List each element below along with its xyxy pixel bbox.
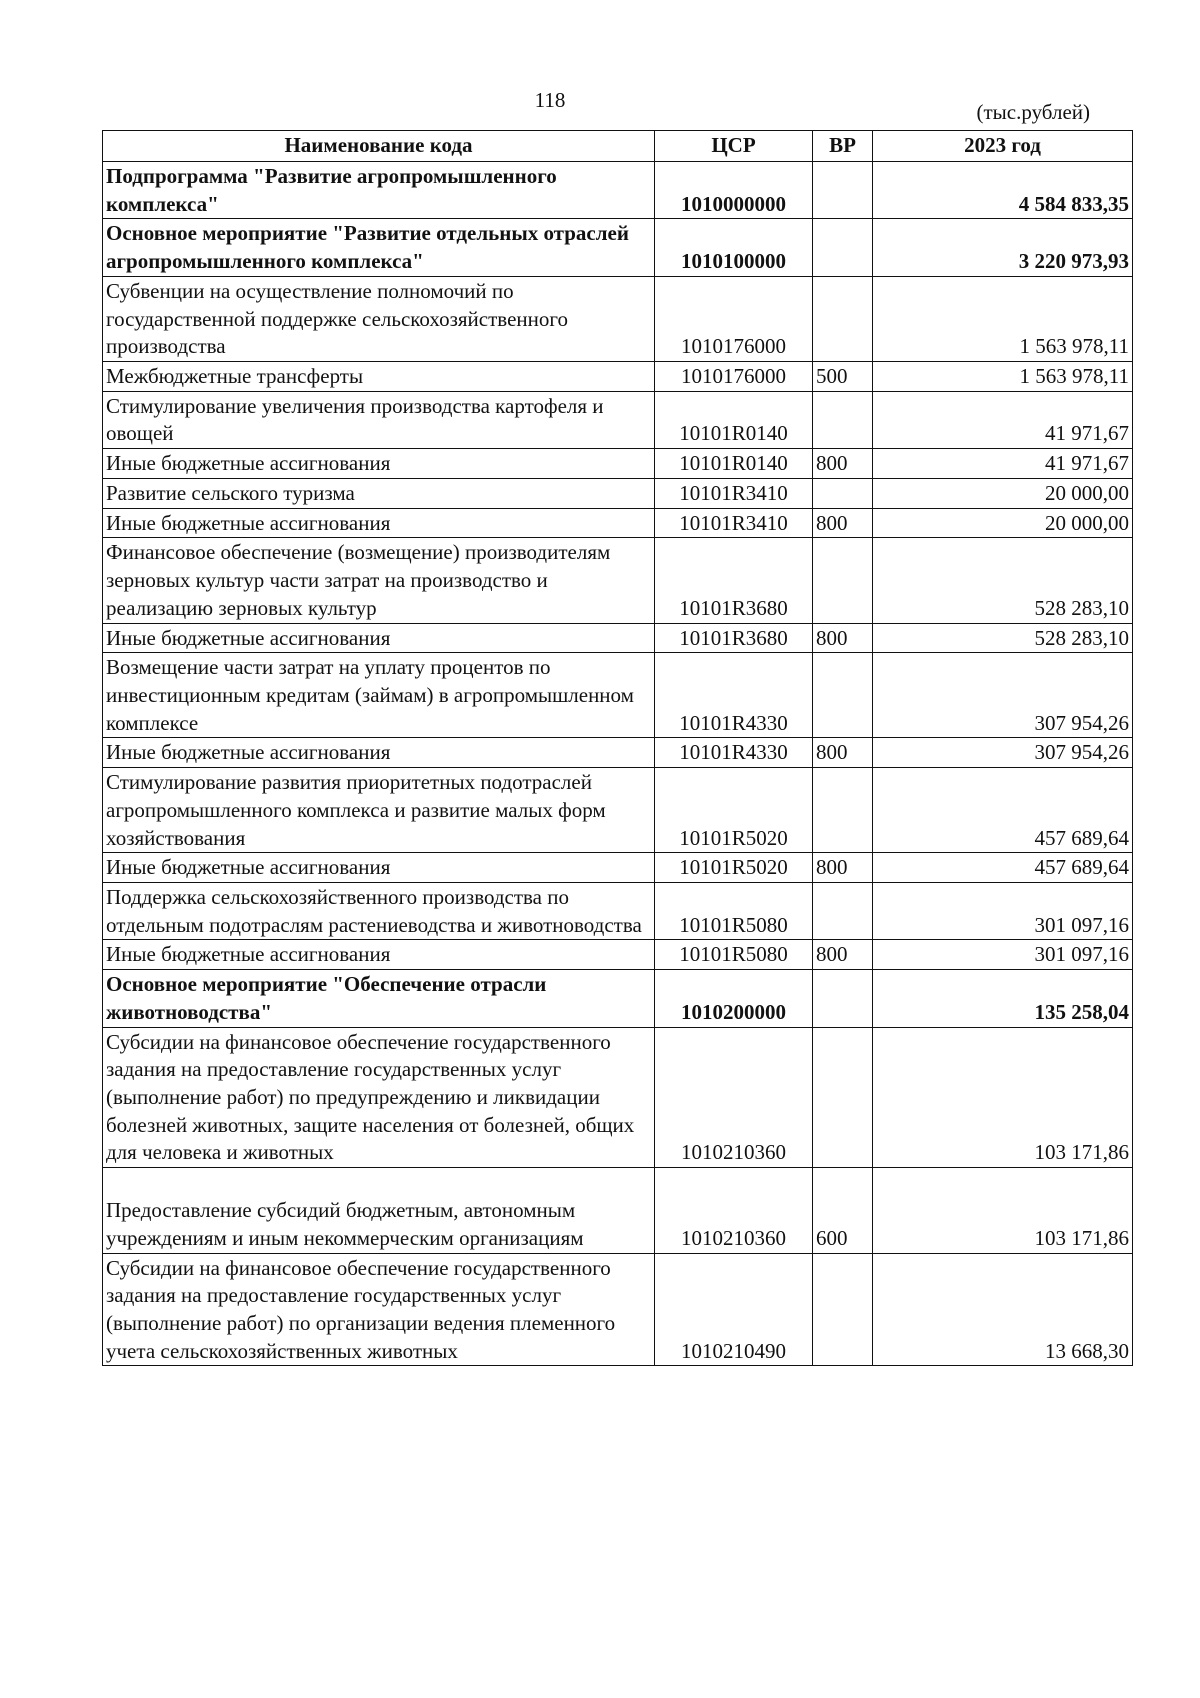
row-name: Субсидии на финансовое обеспечение государственного задания на предоставление государственных услуг (выполнение работ) по предупреждению и ликвидации болезней животных, защите населения от болезней, общих для человека и животных <box>106 1029 635 1165</box>
table-row <box>103 623 1133 653</box>
row-amount: 20 000,00 <box>873 478 1133 508</box>
row-csr: 1010200000 <box>655 970 813 1027</box>
table-row <box>103 219 1133 276</box>
row-csr: 1010210360 <box>655 1027 813 1168</box>
row-vr: 600 <box>813 1168 873 1253</box>
row-name: Субсидии на финансовое обеспечение государственного задания на предоставление государственных услуг (выполнение работ) по организации ведения племенного учета сельскохозяйственных животных <box>106 1255 616 1363</box>
row-name: Иные бюджетные ассигнования <box>106 625 391 650</box>
row-amount: 103 171,86 <box>873 1168 1133 1253</box>
row-amount: 307 954,26 <box>873 653 1133 738</box>
header-name: Наименование кода <box>103 131 655 162</box>
table-row <box>103 362 1133 392</box>
header-vr: ВР <box>813 131 873 162</box>
row-csr: 10101R0140 <box>655 449 813 479</box>
units-label: (тыс.рублей) <box>976 100 1090 124</box>
row-name-cell <box>103 738 655 768</box>
row-vr: 800 <box>813 940 873 970</box>
row-amount: 1 563 978,11 <box>873 276 1133 361</box>
row-csr: 10101R4330 <box>655 738 813 768</box>
table-row <box>103 853 1133 883</box>
row-amount: 13 668,30 <box>873 1253 1133 1366</box>
row-name: Развитие сельского туризма <box>106 480 355 505</box>
row-vr <box>813 970 873 1027</box>
row-name: Поддержка сельскохозяйственного производства по отдельным подотраслям растениеводства и животноводства <box>106 884 642 937</box>
row-name: Иные бюджетные ассигнования <box>106 740 391 765</box>
row-amount: 457 689,64 <box>873 768 1133 853</box>
table-row <box>103 970 1133 1027</box>
row-name: Иные бюджетные ассигнования <box>106 855 391 880</box>
row-name-cell <box>103 362 655 392</box>
header-year: 2023 год <box>873 131 1133 162</box>
row-vr: 800 <box>813 738 873 768</box>
row-name: Возмещение части затрат на уплату процентов по инвестиционным кредитам (займам) в агропромышленном комплексе <box>106 655 634 735</box>
row-amount: 41 971,67 <box>873 391 1133 448</box>
row-csr: 10101R5080 <box>655 940 813 970</box>
table-header-row <box>103 131 1133 162</box>
row-csr: 10101R4330 <box>655 653 813 738</box>
row-name: Основное мероприятие "Обеспечение отрасли животноводства" <box>106 972 547 1024</box>
row-csr: 10101R5020 <box>655 768 813 853</box>
row-vr <box>813 276 873 361</box>
row-csr: 10101R5020 <box>655 853 813 883</box>
row-name-cell <box>103 478 655 508</box>
row-amount: 41 971,67 <box>873 449 1133 479</box>
row-spacer <box>106 1169 651 1197</box>
row-vr <box>813 538 873 623</box>
table-row <box>103 478 1133 508</box>
row-vr: 800 <box>813 508 873 538</box>
row-name-cell <box>103 162 655 219</box>
row-vr <box>813 478 873 508</box>
row-name-cell <box>103 1168 655 1253</box>
row-name: Стимулирование увеличения производства картофеля и овощей <box>106 393 604 446</box>
table-row <box>103 391 1133 448</box>
row-name: Иные бюджетные ассигнования <box>106 942 391 967</box>
row-name-cell <box>103 219 655 276</box>
table-row <box>103 940 1133 970</box>
row-vr <box>813 882 873 939</box>
row-csr: 10101R0140 <box>655 391 813 448</box>
row-name-cell <box>103 853 655 883</box>
row-vr: 500 <box>813 362 873 392</box>
row-vr <box>813 391 873 448</box>
row-name-cell <box>103 1253 655 1366</box>
table-row <box>103 162 1133 219</box>
table-row <box>103 449 1133 479</box>
row-amount: 307 954,26 <box>873 738 1133 768</box>
row-name-cell <box>103 538 655 623</box>
row-name: Иные бюджетные ассигнования <box>106 510 391 535</box>
row-amount: 528 283,10 <box>873 623 1133 653</box>
row-amount: 301 097,16 <box>873 882 1133 939</box>
table-body <box>103 162 1133 1366</box>
row-csr: 1010176000 <box>655 276 813 361</box>
row-csr: 1010176000 <box>655 362 813 392</box>
row-csr: 1010210490 <box>655 1253 813 1366</box>
table-row <box>103 768 1133 853</box>
table-row <box>103 653 1133 738</box>
row-csr: 10101R5080 <box>655 882 813 939</box>
row-name-cell <box>103 276 655 361</box>
row-vr: 800 <box>813 449 873 479</box>
row-amount: 1 563 978,11 <box>873 362 1133 392</box>
row-name-cell <box>103 940 655 970</box>
row-name: Финансовое обеспечение (возмещение) производителям зерновых культур части затрат на производство и реализацию зерновых культур <box>106 540 611 620</box>
row-amount: 135 258,04 <box>873 970 1133 1027</box>
row-vr: 800 <box>813 853 873 883</box>
row-name: Иные бюджетные ассигнования <box>106 451 391 476</box>
table-row <box>103 1168 1133 1253</box>
row-vr <box>813 1253 873 1366</box>
row-csr: 10101R3410 <box>655 478 813 508</box>
row-name-cell <box>103 391 655 448</box>
row-amount: 301 097,16 <box>873 940 1133 970</box>
row-name: Основное мероприятие "Развитие отдельных отраслей агропромышленного комплекса" <box>106 221 629 274</box>
row-amount: 103 171,86 <box>873 1027 1133 1168</box>
row-name-cell <box>103 882 655 939</box>
row-name-cell <box>103 653 655 738</box>
row-csr: 10101R3680 <box>655 538 813 623</box>
row-vr <box>813 219 873 276</box>
header-csr: ЦСР <box>655 131 813 162</box>
row-name: Субвенции на осуществление полномочий по государственной поддержке сельскохозяйственного производства <box>106 278 568 359</box>
row-vr <box>813 653 873 738</box>
row-amount: 457 689,64 <box>873 853 1133 883</box>
row-name-cell <box>103 508 655 538</box>
row-name: Межбюджетные трансферты <box>106 364 364 389</box>
row-name: Стимулирование развития приоритетных подотраслей агропромышленного комплекса и развитие малых форм хозяйствования <box>106 770 606 850</box>
row-csr: 1010210360 <box>655 1168 813 1253</box>
row-vr <box>813 1027 873 1168</box>
row-csr: 1010000000 <box>655 162 813 219</box>
table-row <box>103 538 1133 623</box>
row-vr <box>813 768 873 853</box>
row-vr <box>813 162 873 219</box>
row-vr: 800 <box>813 623 873 653</box>
row-name-cell <box>103 449 655 479</box>
row-csr: 1010100000 <box>655 219 813 276</box>
row-csr: 10101R3680 <box>655 623 813 653</box>
row-amount: 3 220 973,93 <box>873 219 1133 276</box>
table-row <box>103 1253 1133 1366</box>
table-row <box>103 738 1133 768</box>
row-name-cell <box>103 970 655 1027</box>
row-amount: 528 283,10 <box>873 538 1133 623</box>
table-row <box>103 1027 1133 1168</box>
row-name-cell <box>103 1027 655 1168</box>
budget-table <box>102 130 1133 1366</box>
row-name-cell <box>103 768 655 853</box>
row-name: Предоставление субсидий бюджетным, автономным учреждениям и иным некоммерческим организациям <box>106 1198 584 1250</box>
row-name: Подпрограмма "Развитие агропромышленного комплекса" <box>106 164 557 216</box>
row-amount: 20 000,00 <box>873 508 1133 538</box>
row-csr: 10101R3410 <box>655 508 813 538</box>
row-amount: 4 584 833,35 <box>873 162 1133 219</box>
page-number: 118 <box>534 88 566 112</box>
table-row <box>103 882 1133 939</box>
row-name-cell <box>103 623 655 653</box>
table-row <box>103 276 1133 361</box>
table-row <box>103 508 1133 538</box>
